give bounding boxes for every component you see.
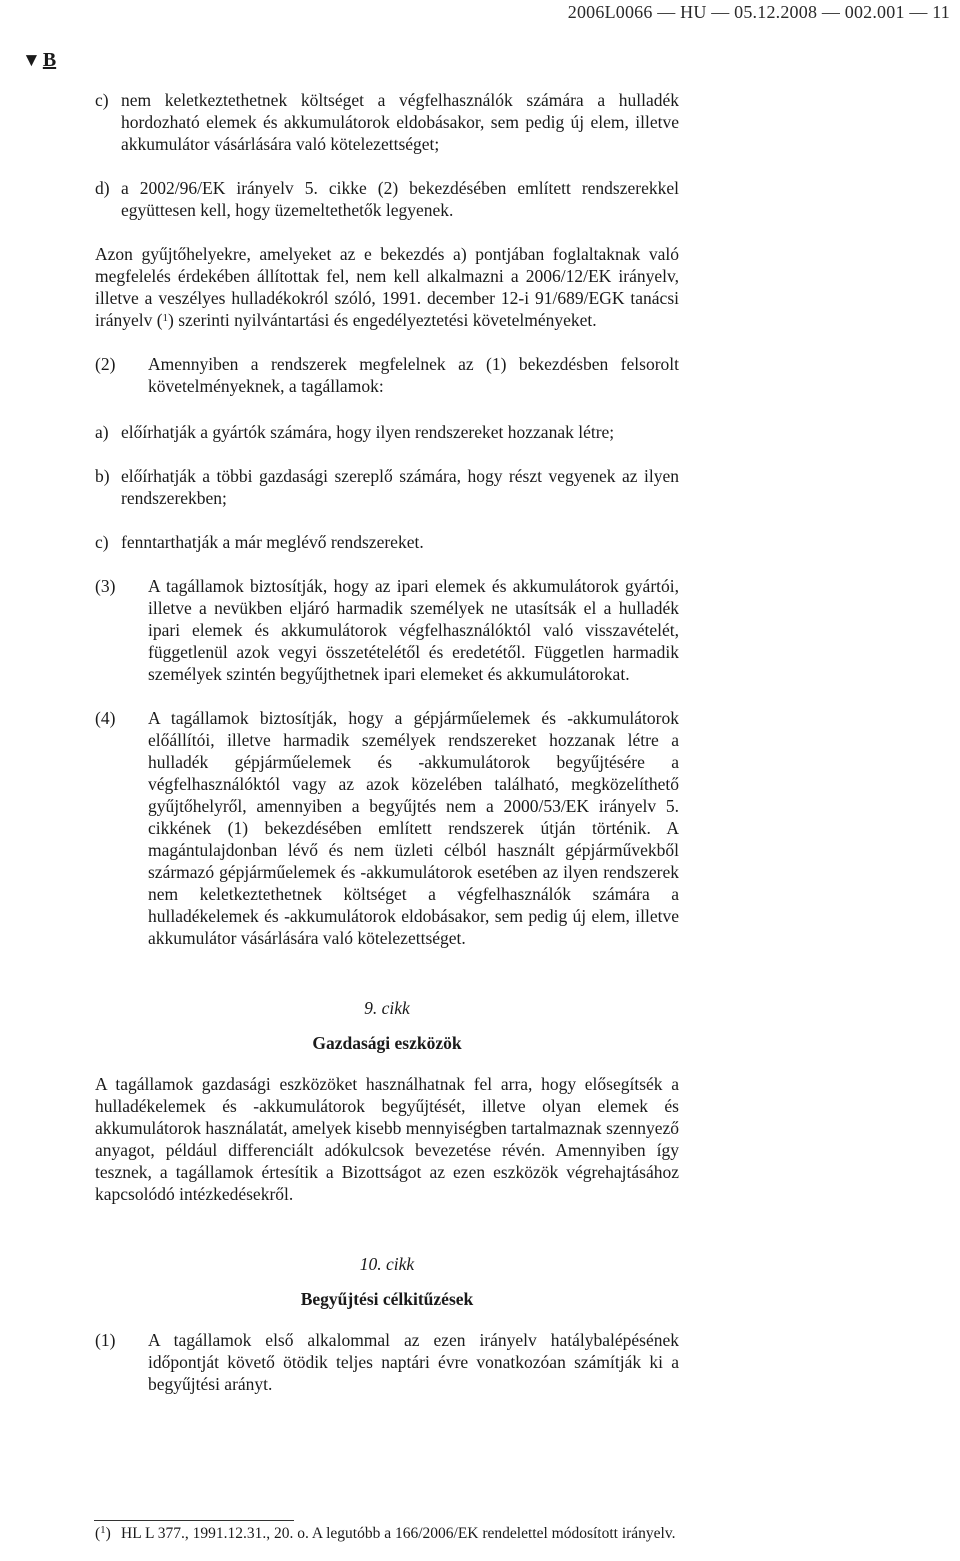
paragraph-number: (1)	[95, 1330, 116, 1350]
article-9-title: Gazdasági eszközök	[312, 1033, 462, 1053]
item-text: előírhatják a gyártók számára, hogy ilyen rendszereket hozzanak létre;	[121, 422, 615, 442]
paragraph-4	[95, 707, 679, 949]
article-10-number: 10. cikk	[359, 1254, 415, 1274]
item-key: a)	[95, 422, 109, 442]
item-text: fenntarthatják a már meglévő rendszereket.	[121, 532, 424, 552]
article-10-title: Begyűjtési célkitűzések	[300, 1289, 474, 1309]
item-key: c)	[95, 90, 109, 110]
article-9-number: 9. cikk	[364, 998, 410, 1018]
footnote-text: HL L 377., 1991.12.31., 20. o. A legutóbb a 166/2006/EK rendelettel módosított irányelv.	[121, 1525, 676, 1542]
article-9-text: A tagállamok gazdasági eszközöket használhatnak fel arra, hogy elősegítsék a hulladékelemek és -akkumulátorok begyűjtését, illetve olyan elemek és akkumulátorok használatát, amelyek kisebb mennyiségben tartalmaznak szennyező anyagot, például differenciált adókulcsok bevezetése révén. Amennyiben így tesznek, a tagállamok értesítik a Bizottságot az ezen eszközök végrehajtásához kapcsolódó intézkedésekről.	[95, 1074, 679, 1204]
footnote-separator	[94, 1520, 294, 1521]
footnote	[95, 1524, 679, 1544]
paragraph-azon: Azon gyűjtőhelyekre, amelyeket az e bekezdés a) pontjában foglaltaknak való megfelelés érdekében állítottak fel, nem kell alkalmazni a 2006/12/EK irányelv, illetve a veszélyes hulladékokról szóló, 1991. december 12-i 91/689/EGK tanácsi irányelv ($^1$) szerinti nyilvántartási és engedélyeztetési követelményeket.	[95, 244, 679, 330]
list-item-c	[95, 89, 679, 155]
item-key: d)	[95, 178, 110, 198]
list-item-a	[95, 421, 679, 443]
paragraph-2	[95, 353, 679, 397]
marker-label: B	[42, 49, 57, 71]
item-text: előírhatják a többi gazdasági szereplő számára, hogy részt vegyenek az ilyen rendszerekben;	[121, 466, 679, 508]
footnote-key: ($^1$)	[95, 1524, 111, 1542]
amendment-marker	[22, 49, 56, 72]
list-item-b	[95, 465, 679, 509]
paragraph-number: (3)	[95, 576, 116, 596]
item-text: nem keletkeztethetnek költséget a végfelhasználók számára a hulladék hordozható elemek és akkumulátorok eldobásakor, sem pedig új elem, illetve akkumulátor vásárlására való kötelezettséget;	[121, 90, 679, 154]
item-key: b)	[95, 466, 110, 486]
paragraph-text: A tagállamok biztosítják, hogy a gépjárműelemek és -akkumulátorok előállítói, illetve harmadik személyek rendszereket hozzanak létre a hulladék gépjárműelemek és -akkumulátorok begyűjtésére a végfelhasználóktól vagy az azok közelében található, megközelíthető gyűjtőhelyről, amennyiben a begyűjtés nem a 2000/53/EK irányelv 5. cikkének (1) bekezdésében említett rendszerek útján történik. A magántulajdonban lévő és nem üzleti célból használt gépjárművekből származó gépjárműelemek és -akkumulátorok esetében az ilyen rendszerek nem keletkeztethetnek költséget a végfelhasználók számára a hulladékelemek és -akkumulátorok eldobásakor, sem pedig új elem, illetve akkumulátor vásárlására való kötelezettséget.	[148, 708, 679, 948]
paragraph-3	[95, 575, 679, 685]
item-key: c)	[95, 532, 109, 552]
article-10-paragraph-1	[95, 1329, 679, 1395]
triangle-down-icon: ▼	[22, 50, 41, 71]
page-header: 2006L0066 — HU — 05.12.2008 — 002.001 — 11	[567, 2, 950, 22]
paragraph-text: Amennyiben a rendszerek megfelelnek az (1) bekezdésben felsorolt követelményeknek, a tagállamok:	[148, 354, 679, 396]
paragraph-text: A tagállamok első alkalommal az ezen irányelv hatálybalépésének időpontját követő ötödik teljes naptári évre vonatkozóan számítják ki a begyűjtési arányt.	[148, 1330, 679, 1394]
document-body	[95, 89, 679, 1395]
paragraph-number: (2)	[95, 354, 116, 374]
list-item-d	[95, 177, 679, 221]
paragraph-number: (4)	[95, 708, 116, 728]
list-item-c2	[95, 531, 679, 553]
paragraph-text: A tagállamok biztosítják, hogy az ipari elemek és akkumulátorok gyártói, illetve a nevükben eljáró harmadik személyek ne utasítsák el a hulladék ipari elemek és akkumulátorok végfelhasználóktól való visszavételét, függetlenül azok vegyi összetételétől és eredetétől. Független harmadik személyek szintén begyűjthetnek ipari elemeket és akkumulátorokat.	[148, 576, 679, 684]
footnote-ref: 1	[162, 312, 169, 324]
item-text: a 2002/96/EK irányelv 5. cikke (2) bekezdésében említett rendszerekkel együttesen kell, hogy üzemeltethetők legyenek.	[121, 178, 679, 220]
